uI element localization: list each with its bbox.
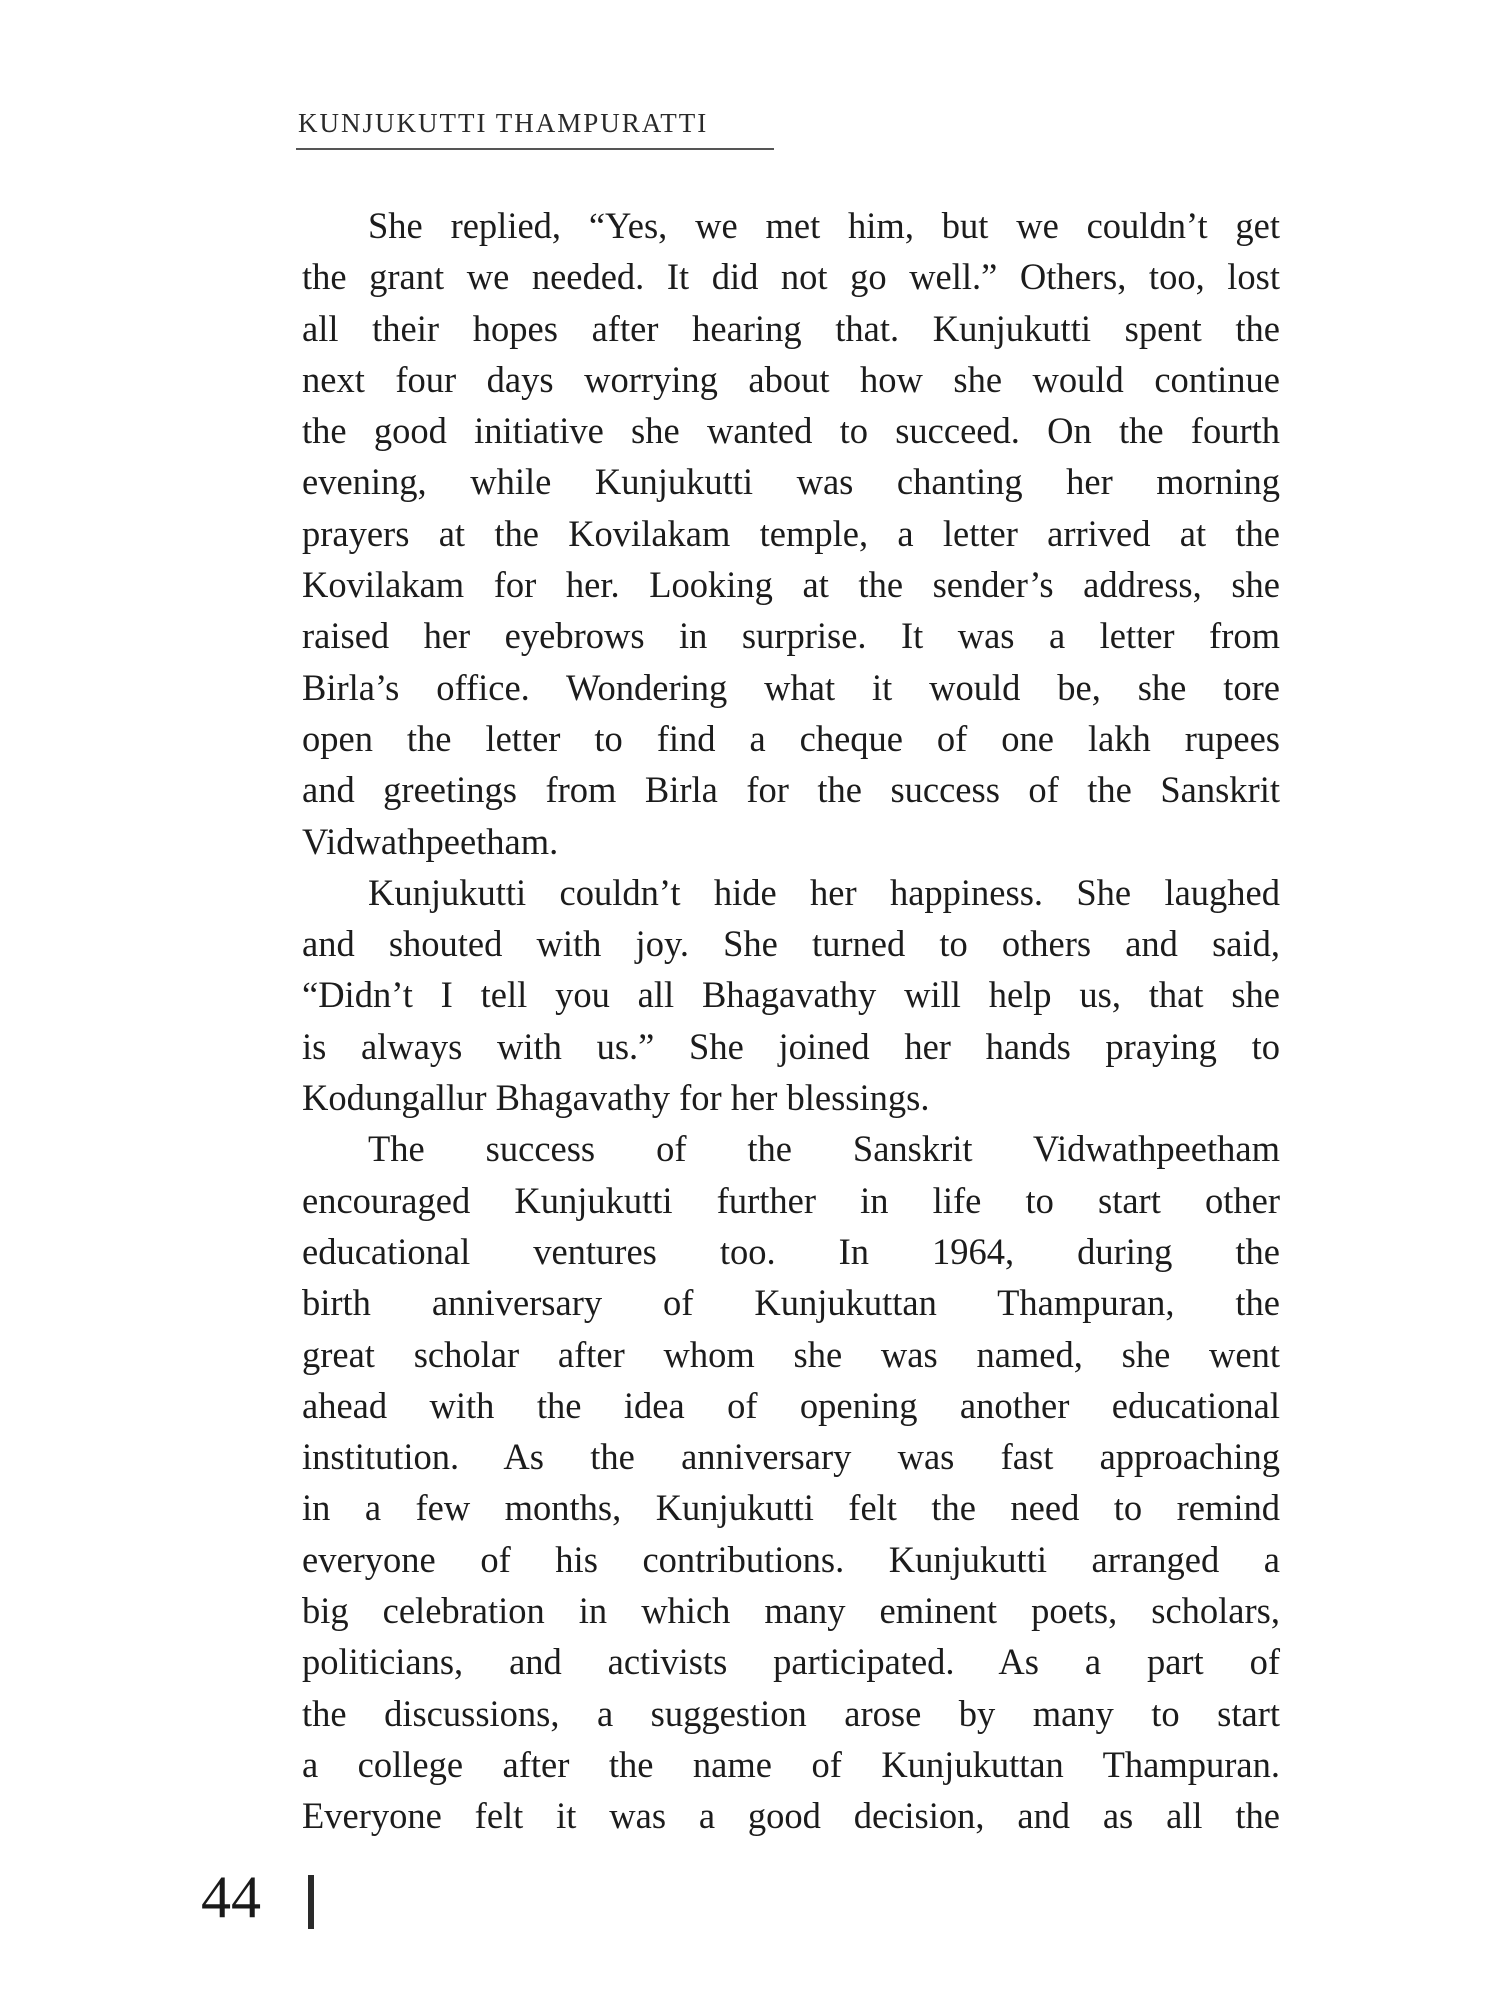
text-line: politicians, and activists participated. As a part of — [302, 1641, 1280, 1683]
text-line: the discussions, a suggestion arose by many to start — [302, 1692, 1280, 1734]
text-line: the good initiative she wanted to succeed. On the fourth — [302, 410, 1280, 452]
text-line: open the letter to find a cheque of one lakh rupees — [302, 717, 1280, 759]
text-line: raised her eyebrows in surprise. It was a letter from — [302, 615, 1280, 657]
text-line: in a few months, Kunjukutti felt the need to remind — [302, 1487, 1280, 1529]
text-line: birth anniversary of Kunjukuttan Thampuran, the — [302, 1282, 1280, 1324]
text-line: educational ventures too. In 1964, during the — [302, 1230, 1280, 1272]
text-line: Vidwathpeetham. — [302, 820, 559, 862]
text-line: She replied, “Yes, we met him, but we couldn’t get — [368, 205, 1280, 246]
text-line: all their hopes after hearing that. Kunjukutti spent the — [302, 307, 1280, 349]
text-line: Kodungallur Bhagavathy for her blessings. — [302, 1077, 930, 1119]
text-line: institution. As the anniversary was fast approaching — [302, 1436, 1280, 1478]
text-line: a college after the name of Kunjukuttan Thampuran. — [302, 1743, 1280, 1785]
text-line: and greetings from Birla for the success of the Sanskrit — [302, 769, 1280, 811]
text-line: encouraged Kunjukutti further in life to start other — [302, 1179, 1280, 1221]
running-header-title: KUNJUKUTTI THAMPURATTI — [298, 108, 709, 138]
header-rule — [296, 148, 774, 150]
page-number-bar — [308, 1875, 314, 1929]
text-line: prayers at the Kovilakam temple, a letter arrived at the — [302, 512, 1280, 554]
text-line: is always with us.” She joined her hands praying to — [302, 1025, 1280, 1067]
text-line: the grant we needed. It did not go well.” Others, too, lost — [302, 256, 1280, 298]
text-line: evening, while Kunjukutti was chanting her morning — [302, 461, 1280, 503]
text-line: great scholar after whom she was named, she went — [302, 1333, 1280, 1375]
text-line: Kovilakam for her. Looking at the sender’s address, she — [302, 564, 1280, 606]
page-number: 44 — [201, 1864, 261, 1930]
text-line: ahead with the idea of opening another educational — [302, 1384, 1280, 1426]
text-line: Everyone felt it was a good decision, and as all the — [302, 1795, 1280, 1837]
text-line: everyone of his contributions. Kunjukutti arranged a — [302, 1538, 1280, 1580]
text-line: The success of the Sanskrit Vidwathpeetham — [368, 1128, 1280, 1170]
text-line: next four days worrying about how she would continue — [302, 358, 1280, 400]
text-line: Kunjukutti couldn’t hide her happiness. She laughed — [368, 871, 1280, 913]
text-line: and shouted with joy. She turned to others and said, — [302, 923, 1280, 965]
text-line: Birla’s office. Wondering what it would be, she tore — [302, 666, 1280, 708]
body-text — [302, 200, 1280, 1842]
text-line: “Didn’t I tell you all Bhagavathy will help us, that she — [302, 974, 1280, 1016]
text-line: big celebration in which many eminent poets, scholars, — [302, 1590, 1280, 1632]
